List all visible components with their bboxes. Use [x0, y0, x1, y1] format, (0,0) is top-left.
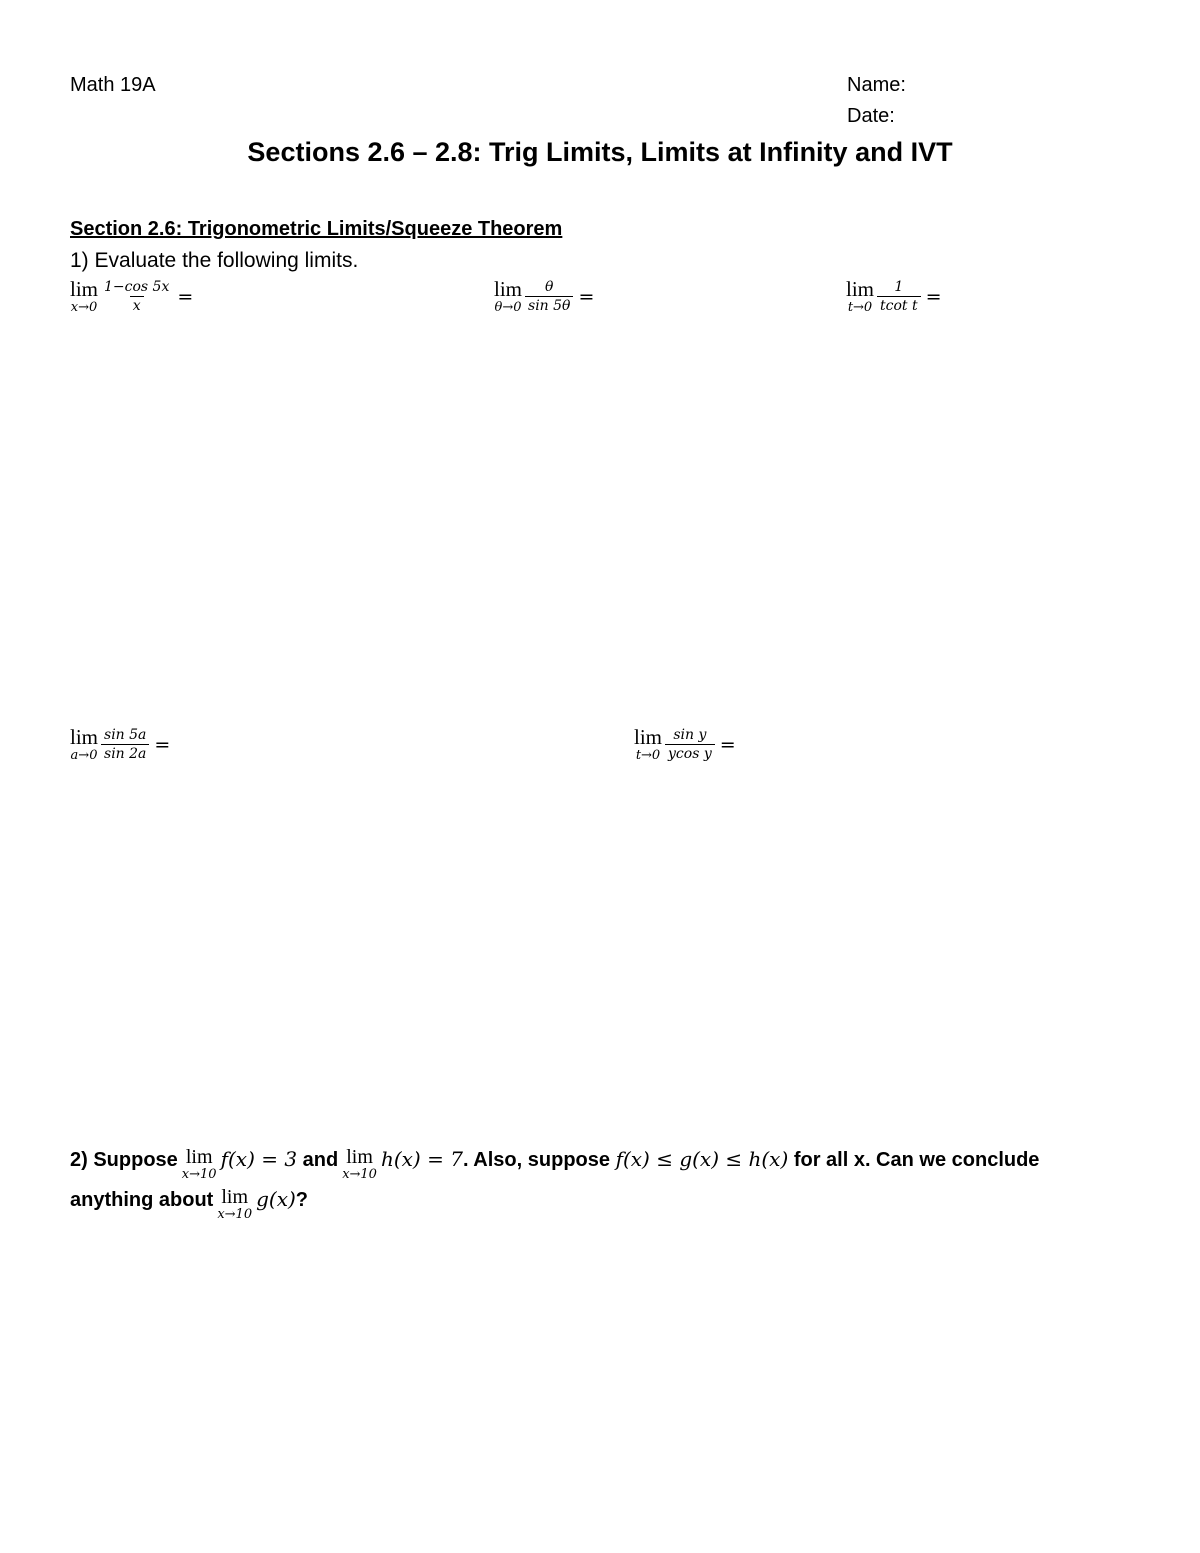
question-2-line-1: 2) Suppose lim x→10 f(x) = 3 and lim x→10 h(x) = 7. Also, suppose f(x) ≤ g(x) ≤ h(x) for all x. Can we conclude: [70, 1146, 1040, 1182]
question-1-prompt: 1) Evaluate the following limits.: [70, 249, 359, 272]
fraction: $\frac{\theta}{\sin 5\theta}$: [525, 280, 573, 313]
limit-expression-4: lim a→0 $\frac{\sin 5a}{\sin 2a}$ =: [70, 725, 171, 763]
limit-expression-3: lim t→0 $\frac{1}{\text{tcot t}}$ =: [846, 277, 942, 315]
fraction: $\frac{\text{sin y}}{\text{ycos y}}$: [665, 728, 715, 761]
fraction: $\frac{\sin 5a}{\sin 2a}$: [101, 728, 149, 761]
lim-operator: lim θ→0: [494, 277, 523, 315]
limit-expression-2: lim θ→0 $\frac{\theta}{\sin 5\theta}$ =: [494, 277, 595, 315]
lim-operator: lim x→10: [342, 1146, 377, 1182]
lim-operator: lim t→0: [634, 725, 663, 763]
course-label: Math 19A: [70, 74, 156, 96]
name-label: Name:: [847, 74, 906, 96]
fraction: $\frac{1}{\text{tcot t}}$: [877, 280, 921, 313]
date-label: Date:: [847, 105, 895, 127]
lim-operator: lim x→0: [70, 277, 99, 315]
fraction: $\frac{1-\cos 5x}{x}$: [104, 279, 170, 314]
lim-operator: lim x→10: [217, 1186, 253, 1222]
lim-operator: lim t→0: [846, 277, 875, 315]
limit-expression-5: lim t→0 $\frac{\text{sin y}}{\text{ycos y}}$ =: [634, 725, 736, 763]
lim-operator: lim a→0: [70, 725, 99, 763]
limit-expression-1: lim x→0 $\frac{1-\cos 5x}{x}$ =: [70, 277, 194, 315]
lim-operator: lim x→10: [181, 1146, 217, 1182]
page-title: Sections 2.6 – 2.8: Trig Limits, Limits at Infinity and IVT: [247, 137, 953, 167]
section-heading: Section 2.6: Trigonometric Limits/Squeeze Theorem: [70, 218, 563, 240]
question-2-line-2: anything about lim x→10 g(x)?: [70, 1186, 309, 1222]
